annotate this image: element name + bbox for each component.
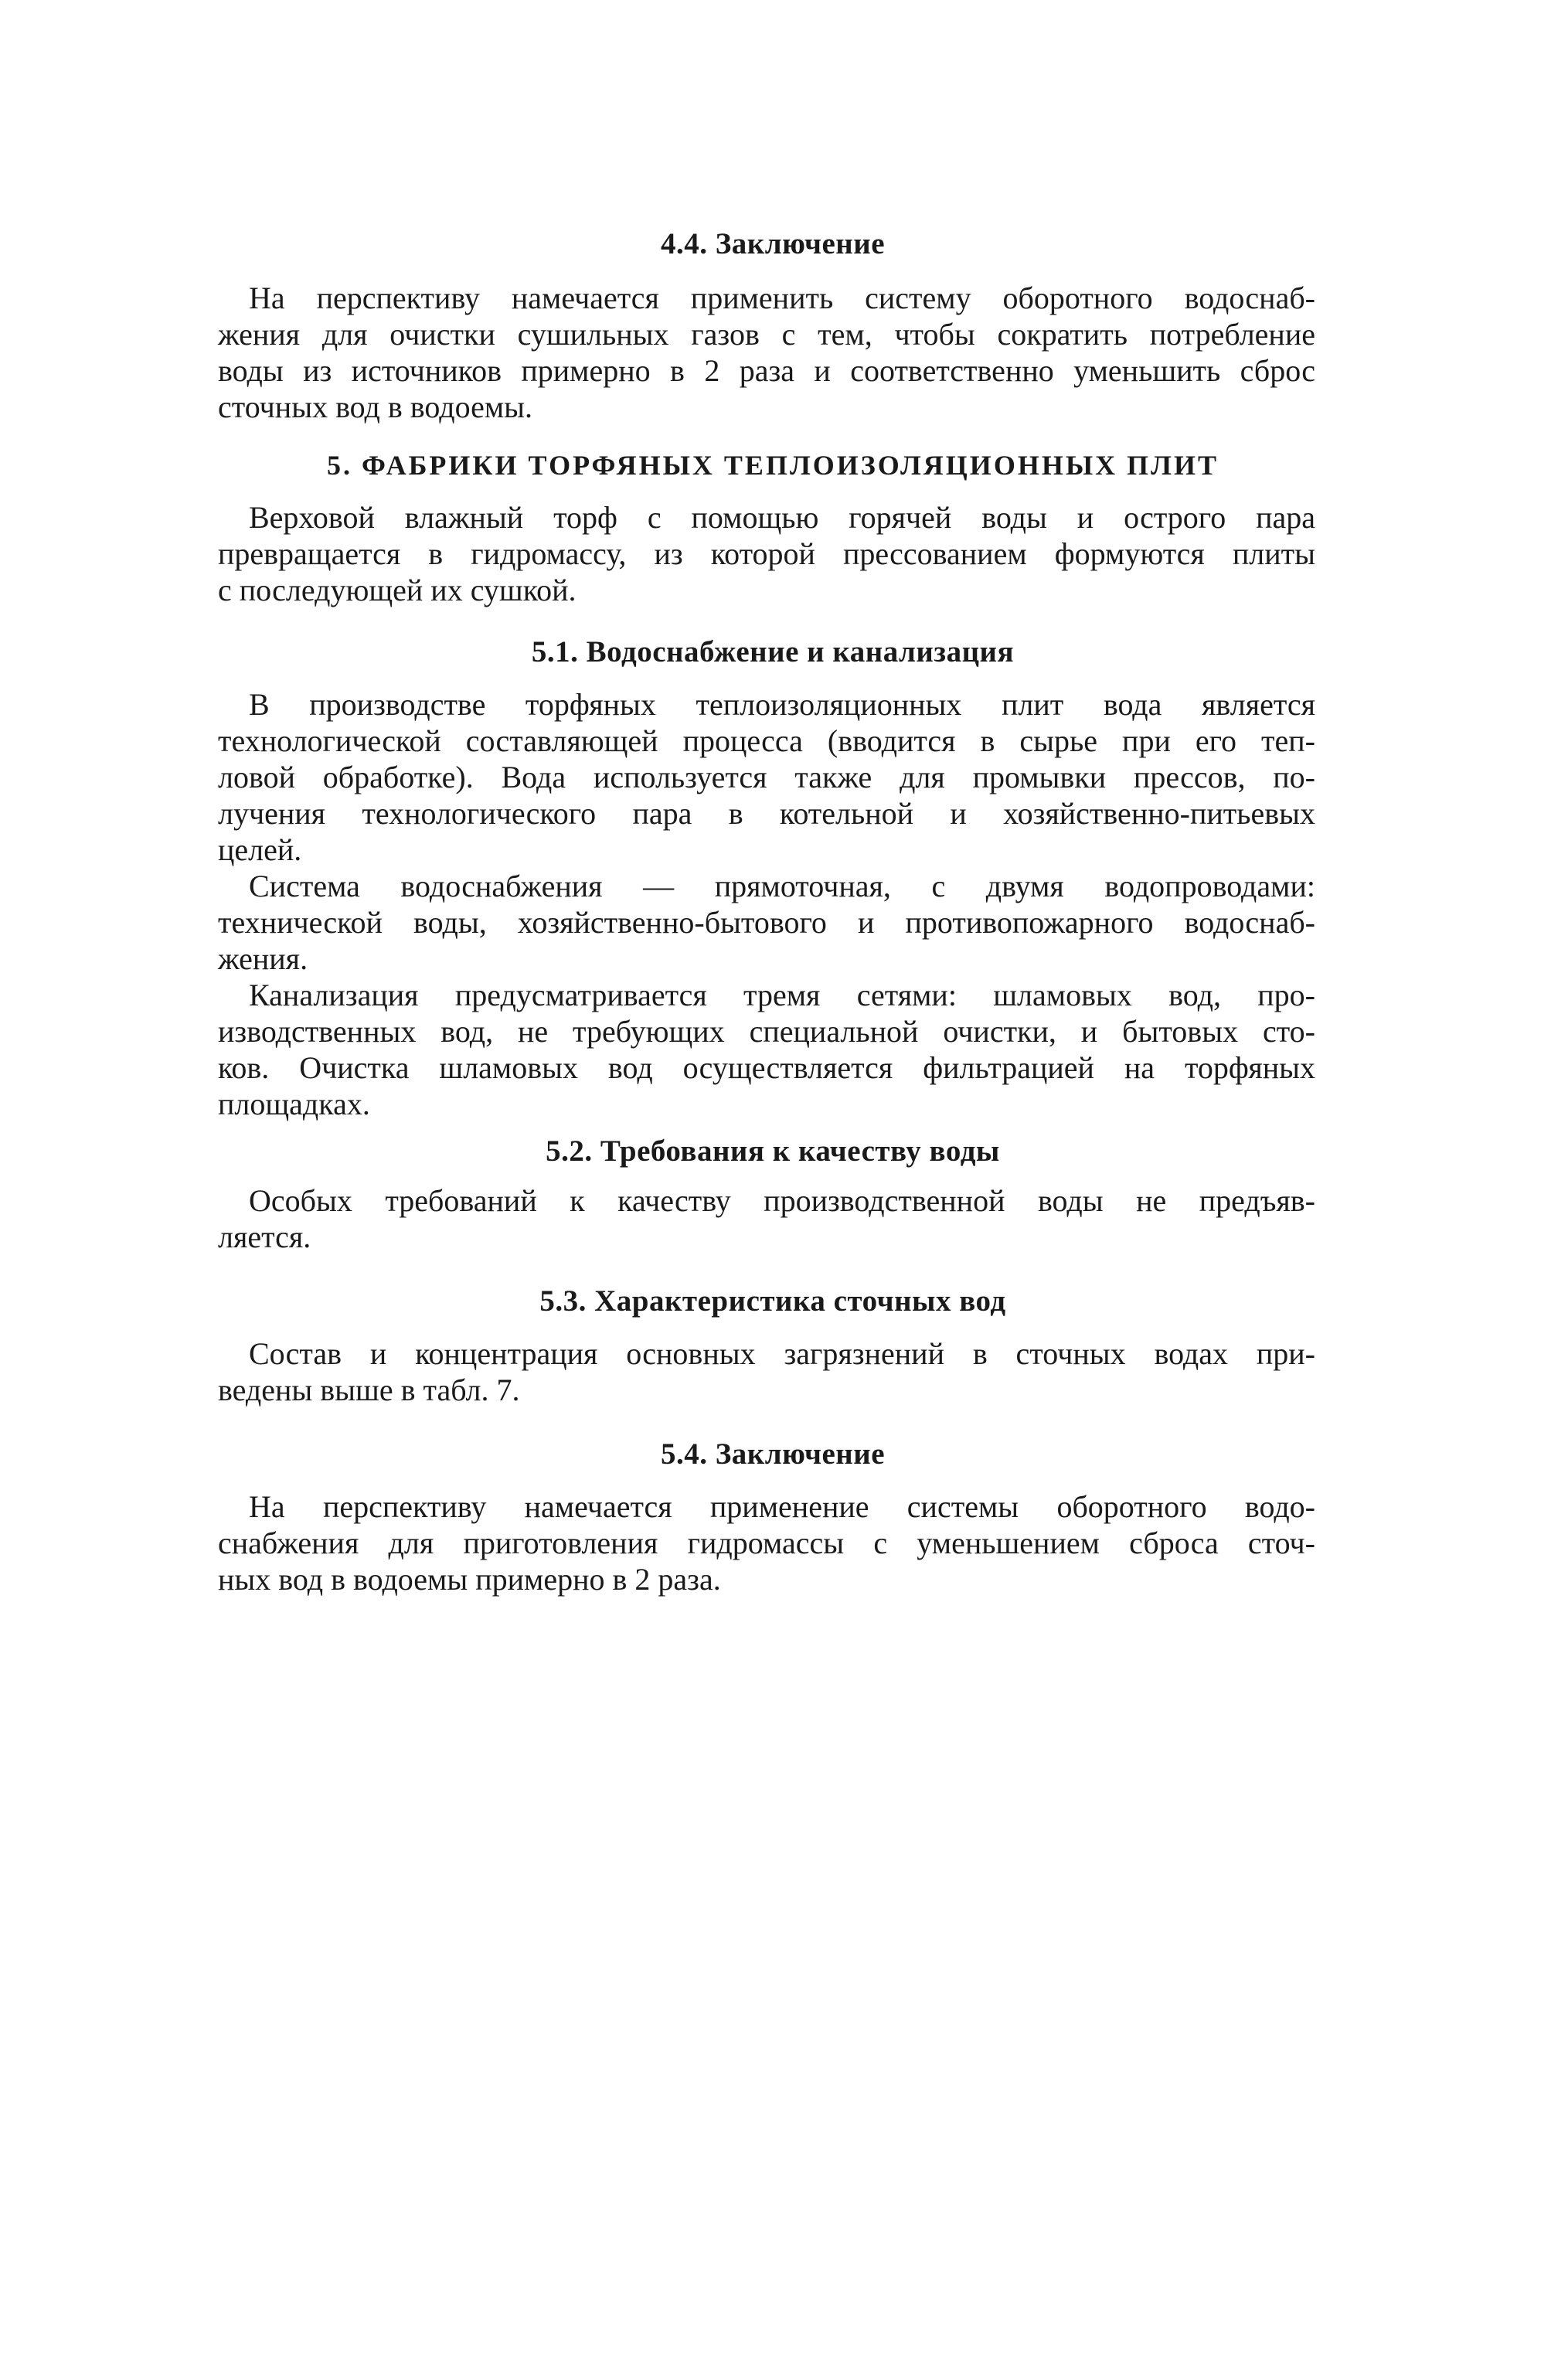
section-heading-5-4: 5.4. Заключение (660, 1437, 886, 1471)
text-line: ков. Очистка шламовых вод осуществляется фильтрацией на торфяных (218, 1050, 1315, 1085)
paragraph-5-2 (218, 1182, 1315, 1255)
text-line: ловой обработке). Вода используется также для промывки прессов, по- (218, 760, 1315, 794)
text-line: На перспективу намечается применить систему оборотного водоснаб- (249, 281, 1315, 315)
text-line: ных вод в водоемы примерно в 2 раза. (218, 1562, 721, 1597)
text-line: превращается в гидромассу, из которой прессованием формуются плиты (218, 536, 1315, 571)
section-heading-5: 5. ФАБРИКИ ТОРФЯНЫХ ТЕПЛОИЗОЛЯЦИОННЫХ ПЛИТ (326, 450, 1219, 481)
text-line: технической воды, хозяйственно-бытового и противопожарного водоснаб- (218, 905, 1315, 940)
section-heading-4-4: 4.4. Заключение (660, 227, 886, 260)
paragraph-4-4 (218, 280, 1315, 425)
text-line: Особых требований к качеству производственной воды не предъяв- (249, 1183, 1315, 1218)
text-line: ведены выше в табл. 7. (218, 1373, 520, 1407)
text-line: В производстве торфяных теплоизоляционных плит вода является (249, 687, 1315, 722)
text-line: Верховой влажный торф с помощью горячей воды и острого пара (249, 500, 1315, 535)
text-line: На перспективу намечается применение системы оборотного водо- (249, 1489, 1315, 1524)
text-line: ляется. (218, 1220, 311, 1254)
text-line: жения. (218, 941, 308, 976)
text-line: Состав и концентрация основных загрязнений в сточных водах при- (249, 1336, 1315, 1371)
text-line: лучения технологического пара в котельной и хозяйственно-питьевых (218, 796, 1315, 831)
text-line: снабжения для приготовления гидромассы с уменьшением сброса сточ- (218, 1526, 1315, 1560)
text-line: воды из источников примерно в 2 раза и соответственно уменьшить сброс (218, 353, 1315, 388)
text-line: Система водоснабжения — прямоточная, с двумя водопроводами: (249, 869, 1315, 903)
paragraph-5-1-a (218, 686, 1315, 868)
text-line: изводственных вод, не требующих специальной очистки, и бытовых сто- (218, 1014, 1315, 1049)
section-heading-5-1: 5.1. Водоснабжение и канализация (531, 635, 1015, 668)
text-line: с последующей их сушкой. (218, 573, 577, 607)
paragraph-5-4 (218, 1488, 1315, 1597)
paragraph-5 (218, 499, 1315, 608)
section-heading-5-3: 5.3. Характеристика сточных вод (539, 1284, 1006, 1318)
text-line: технологической составляющей процесса (вводится в сырье при его теп- (218, 723, 1315, 758)
section-heading-5-2: 5.2. Требования к качеству воды (546, 1134, 1000, 1168)
text-line: Канализация предусматривается тремя сетями: шламовых вод, про- (249, 978, 1315, 1012)
paragraph-5-1-c (218, 977, 1315, 1122)
text-line: сточных вод в водоемы. (218, 389, 533, 424)
text-line: целей. (218, 832, 302, 867)
paragraph-5-1-b (218, 868, 1315, 977)
text-line: площадках. (218, 1087, 370, 1121)
text-line: жения для очистки сушильных газов с тем, чтобы сократить потребление (218, 317, 1315, 352)
paragraph-5-3 (218, 1335, 1315, 1408)
